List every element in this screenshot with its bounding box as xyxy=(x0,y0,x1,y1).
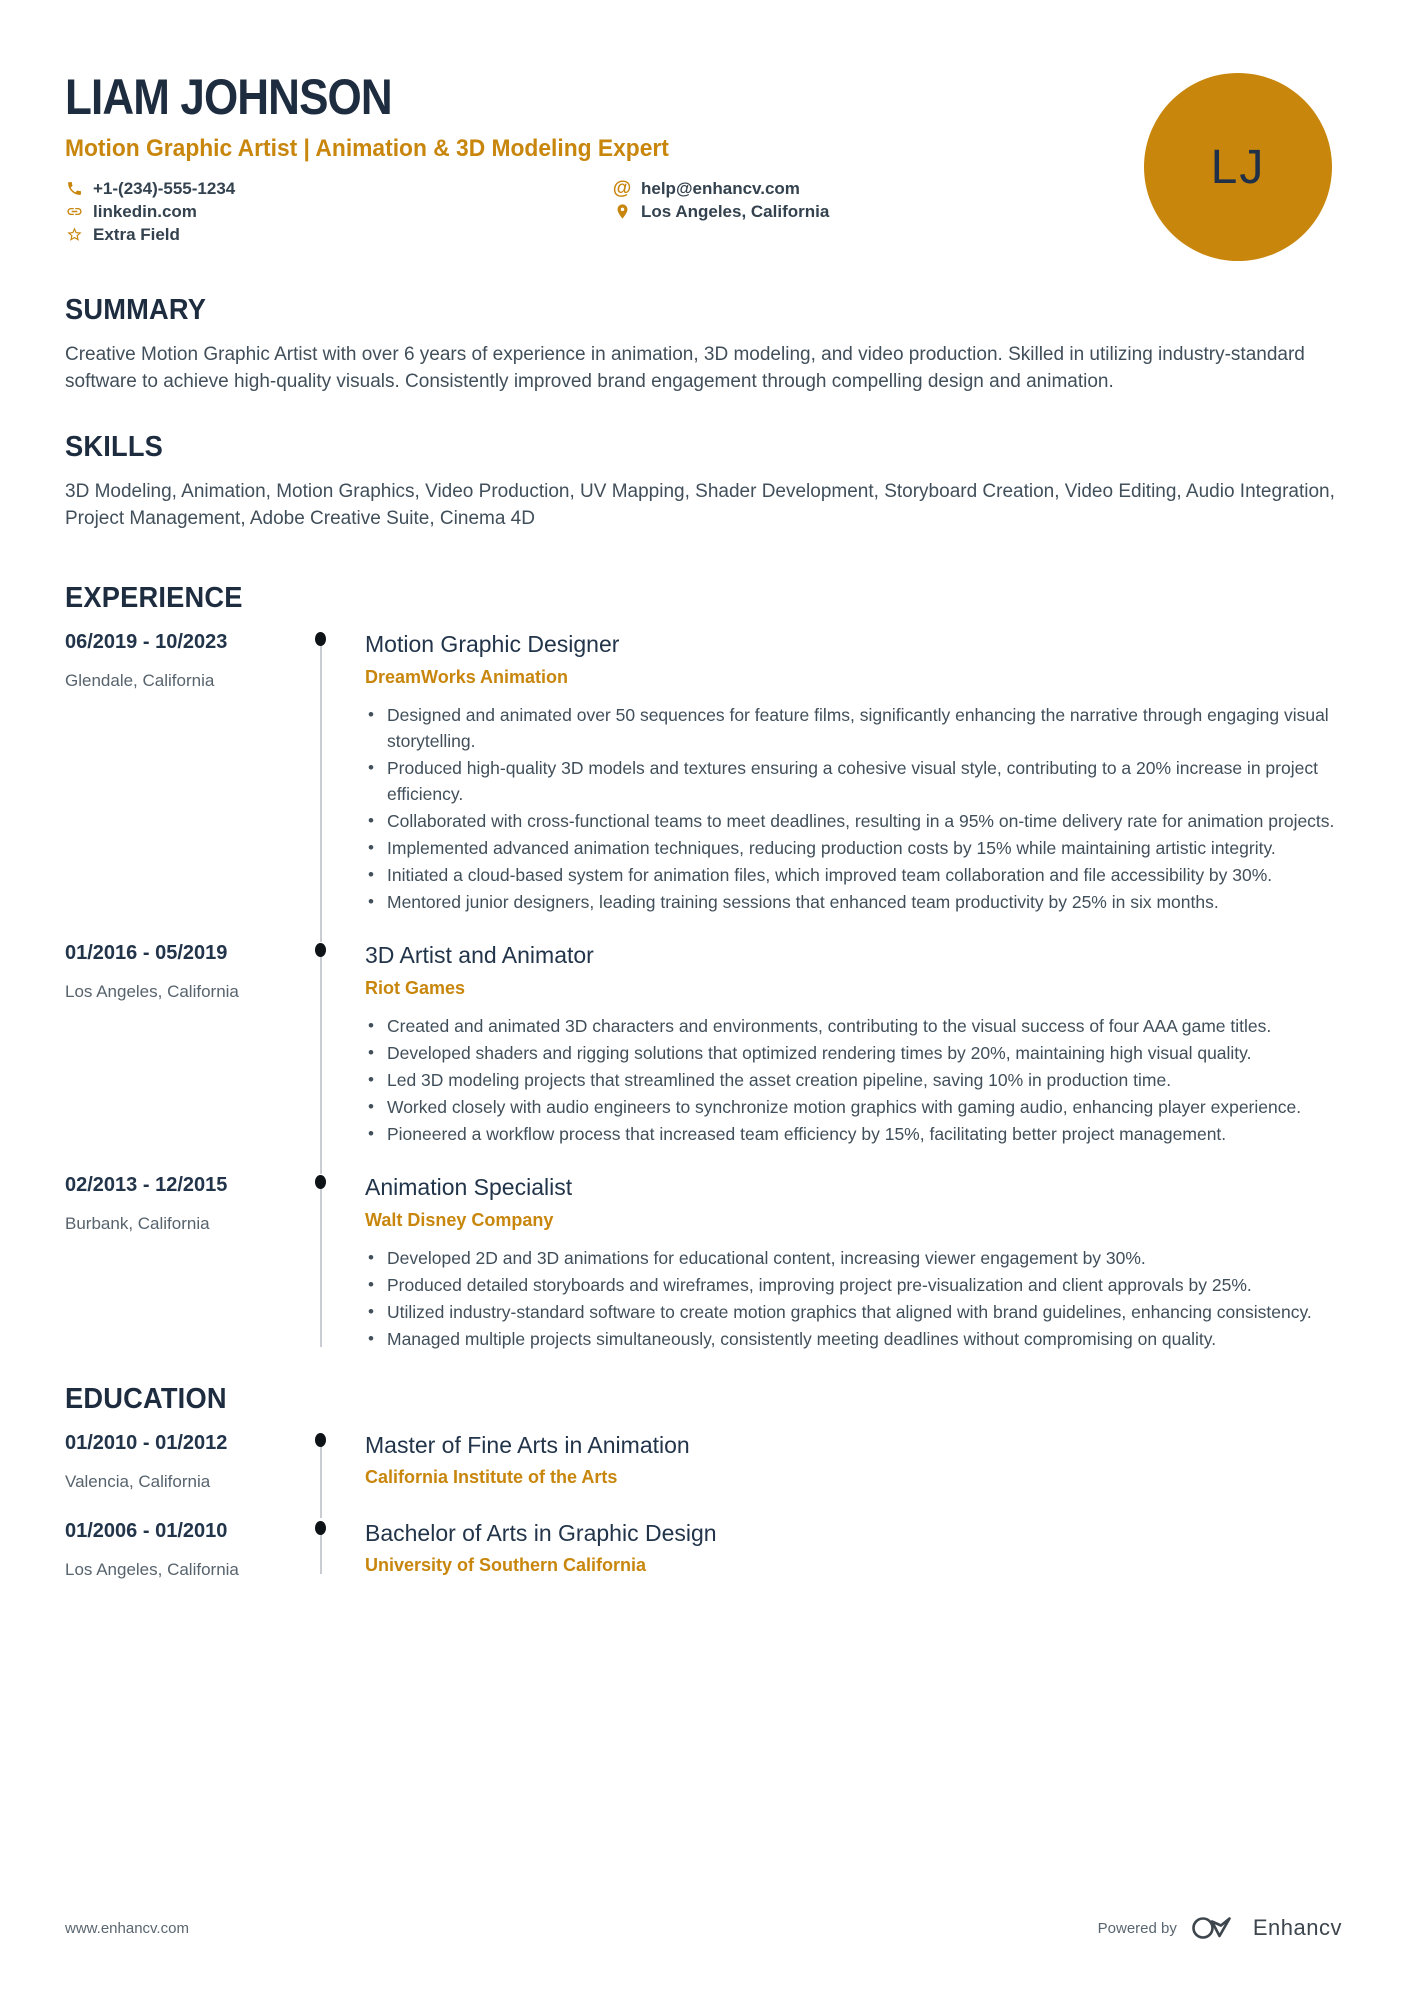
entry-dates: 01/2016 - 05/2019 xyxy=(65,942,228,964)
entry-dates: 01/2010 - 01/2012 xyxy=(65,1432,228,1454)
entry-body xyxy=(347,1520,1348,1580)
job-title: Motion Graphic Designer xyxy=(365,631,620,657)
entry-body xyxy=(347,1174,1348,1353)
summary-text: Creative Motion Graphic Artist with over 6 years of experience in animation, 3D modeling, and video production. Skilled in utilizing industry-standard software to achieve high-quality visuals. Consistently improved brand engagement through compelling design and animation. xyxy=(65,344,1305,392)
entry-meta xyxy=(65,942,297,1148)
entry-meta xyxy=(65,1174,297,1353)
timeline-gutter xyxy=(297,631,347,916)
timeline-dot xyxy=(315,1433,326,1447)
school-name: California Institute of the Arts xyxy=(365,1467,618,1487)
summary-heading: SUMMARY xyxy=(65,294,207,326)
bullet-item: • Managed multiple projects simultaneously, consistently meeting deadlines without compromising on quality. xyxy=(365,1326,1348,1352)
contact-extra-field xyxy=(65,225,613,245)
degree-title: Bachelor of Arts in Graphic Design xyxy=(365,1520,717,1546)
entry-location: Valencia, California xyxy=(65,1472,211,1491)
contact-location xyxy=(613,202,1075,222)
bullet-item: • Developed 2D and 3D animations for educational content, increasing viewer engagement by 30%. xyxy=(365,1245,1348,1271)
powered-by xyxy=(1098,1913,1342,1943)
timeline-gutter xyxy=(297,942,347,1148)
bullet-list xyxy=(365,702,1348,915)
entry-body xyxy=(347,942,1348,1148)
timeline-line xyxy=(320,1184,322,1347)
entry-location: Glendale, California xyxy=(65,671,215,690)
email-at-icon: @ xyxy=(612,178,632,199)
bullet-item: • Led 3D modeling projects that streamlined the asset creation pipeline, saving 10% in production time. xyxy=(365,1067,1348,1093)
contact-phone xyxy=(65,179,613,199)
experience-entry xyxy=(65,1174,1348,1353)
skills-text: 3D Modeling, Animation, Motion Graphics, Video Production, UV Mapping, Shader Development, Storyboard Creation, Video Editing, Audio Integration, Project Management, Adobe Creative Suite, Cinema 4D xyxy=(65,481,1335,529)
bullet-item: • Designed and animated over 50 sequences for feature films, significantly enhancing the narrative through engaging visual storytelling. xyxy=(365,702,1348,754)
enhancv-logo-icon xyxy=(1191,1913,1239,1943)
timeline-gutter xyxy=(297,1432,347,1492)
link-icon xyxy=(65,203,83,221)
location-pin-icon xyxy=(613,203,631,221)
education-entry xyxy=(65,1520,1348,1580)
timeline-dot xyxy=(315,1521,326,1535)
experience-entry xyxy=(65,631,1348,916)
email-value[interactable]: help@enhancv.com xyxy=(641,178,800,198)
person-name: LIAM JOHNSON xyxy=(65,69,392,125)
education-entry xyxy=(65,1432,1348,1492)
page-footer xyxy=(65,1913,1342,1943)
entry-location: Los Angeles, California xyxy=(65,1560,239,1579)
bullet-list xyxy=(365,1245,1348,1352)
timeline-line xyxy=(320,1530,322,1574)
contact-linkedin xyxy=(65,202,613,222)
entry-meta xyxy=(65,1432,297,1492)
entry-body xyxy=(347,631,1348,916)
bullet-item: • Developed shaders and rigging solutions that optimized rendering times by 20%, maintaining high visual quality. xyxy=(365,1040,1348,1066)
experience-entries xyxy=(65,631,1348,1353)
contact-email xyxy=(613,179,1075,199)
footer-site-link[interactable]: www.enhancv.com xyxy=(65,1919,189,1937)
avatar xyxy=(1144,73,1332,261)
star-icon xyxy=(65,226,83,244)
timeline-gutter xyxy=(297,1174,347,1353)
job-title: Animation Specialist xyxy=(365,1174,573,1200)
timeline-dot xyxy=(315,943,326,957)
experience-heading: EXPERIENCE xyxy=(65,582,243,614)
experience-entry xyxy=(65,942,1348,1148)
bullet-item: • Pioneered a workflow process that increased team efficiency by 15%, facilitating better project management. xyxy=(365,1121,1348,1147)
bullet-item: • Worked closely with audio engineers to synchronize motion graphics with gaming audio, enhancing player experience. xyxy=(365,1094,1348,1120)
phone-icon xyxy=(65,180,83,198)
company-name: Riot Games xyxy=(365,978,466,998)
job-title: 3D Artist and Animator xyxy=(365,942,594,968)
linkedin-value[interactable]: linkedin.com xyxy=(93,201,197,221)
timeline-line xyxy=(320,952,322,1174)
contact-list xyxy=(65,177,1075,246)
entry-meta xyxy=(65,1520,297,1580)
bullet-item: • Collaborated with cross-functional teams to meet deadlines, resulting in a 95% on-time delivery rate for animation projects. xyxy=(365,808,1348,834)
bullet-item: • Mentored junior designers, leading training sessions that enhanced team productivity by 25% in six months. xyxy=(365,889,1348,915)
entry-dates: 01/2006 - 01/2010 xyxy=(65,1520,228,1542)
education-entries xyxy=(65,1432,1348,1580)
skills-heading: SKILLS xyxy=(65,431,164,463)
timeline-gutter xyxy=(297,1520,347,1580)
entry-location: Burbank, California xyxy=(65,1214,210,1233)
avatar-initials: LJ xyxy=(1210,140,1266,194)
bullet-item: • Produced high-quality 3D models and textures ensuring a cohesive visual style, contributing to a 20% increase in project efficiency. xyxy=(365,755,1348,807)
bullet-list xyxy=(365,1013,1348,1147)
powered-by-label: Powered by xyxy=(1097,1919,1177,1937)
enhancv-brand-name[interactable]: Enhancv xyxy=(1252,1915,1342,1940)
company-name: Walt Disney Company xyxy=(365,1210,554,1230)
timeline-line xyxy=(320,1442,322,1518)
company-name: DreamWorks Animation xyxy=(365,667,569,687)
degree-title: Master of Fine Arts in Animation xyxy=(365,1432,690,1458)
school-name: University of Southern California xyxy=(365,1555,647,1575)
phone-value: +1-(234)-555-1234 xyxy=(93,178,236,198)
entry-dates: 02/2013 - 12/2015 xyxy=(65,1174,228,1196)
bullet-item: • Produced detailed storyboards and wireframes, improving project pre-visualization and client approvals by 25%. xyxy=(365,1272,1348,1298)
bullet-item: • Initiated a cloud-based system for animation files, which improved team collaboration and file accessibility by 30%. xyxy=(365,862,1348,888)
bullet-item: • Created and animated 3D characters and environments, contributing to the visual success of four AAA game titles. xyxy=(365,1013,1348,1039)
person-headline: Motion Graphic Artist | Animation & 3D Modeling Expert xyxy=(65,135,669,162)
education-heading: EDUCATION xyxy=(65,1383,227,1415)
timeline-dot xyxy=(315,632,326,646)
entry-location: Los Angeles, California xyxy=(65,982,239,1001)
entry-body xyxy=(347,1432,1348,1492)
timeline-dot xyxy=(315,1175,326,1189)
entry-meta xyxy=(65,631,297,916)
extra-field-value: Extra Field xyxy=(93,224,180,244)
bullet-item: • Implemented advanced animation techniques, reducing production costs by 15% while maintaining artistic integrity. xyxy=(365,835,1348,861)
bullet-item: • Utilized industry-standard software to create motion graphics that aligned with brand guidelines, enhancing consistency. xyxy=(365,1299,1348,1325)
timeline-line xyxy=(320,641,322,942)
entry-dates: 06/2019 - 10/2023 xyxy=(65,631,228,653)
location-value: Los Angeles, California xyxy=(641,201,830,221)
